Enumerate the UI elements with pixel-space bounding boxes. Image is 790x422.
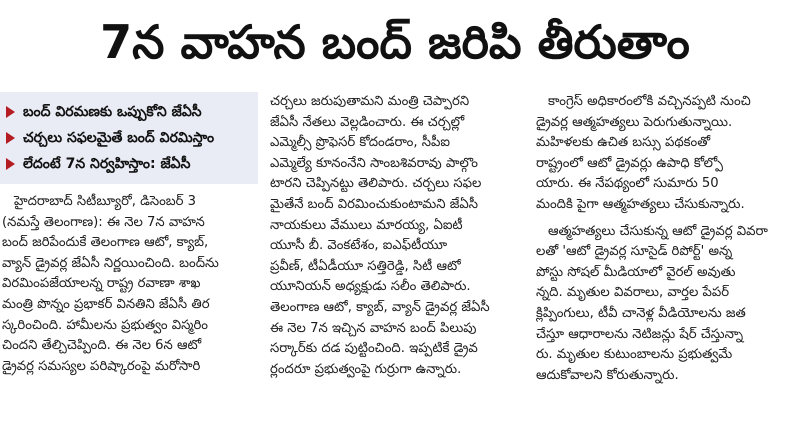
text-line: ఆదుకోవాలని కోరుతున్నారు. <box>536 367 679 383</box>
text-line: ఆత్మహత్యలు చేసుకున్న ఆటో డ్రైవర్ల వివరా <box>548 223 768 239</box>
text-line: యూసీ బీ. వెంకటేశం, ఐఎఫ్‌టీయూ <box>270 238 448 254</box>
text-line: చేస్తూ ఆధారాలను నెటిజన్లు షేర్ చేస్తున్నా <box>536 326 744 342</box>
headline: 7న వాహన బంద్ జరిపి తీరుతాం <box>100 15 690 69</box>
highlight-text: చర్చలు సఫలమైతే బంద్ విరమిస్తాం <box>23 129 215 146</box>
text-line: యారు. ఈ నేపథ్యంలో సుమారు 50 <box>536 176 719 192</box>
text-line: రు. మృతుల కుటుంబాలను ప్రభుత్వమే <box>536 347 733 363</box>
text-line: మంత్రి పొన్నం ప్రభాకర్ వినతిని జేఏసీ తిర <box>2 296 210 312</box>
article-column-1 <box>0 92 262 377</box>
text-line: ఎమ్మెల్సీ ప్రొఫెసర్ కోదండరాం, సీపీఐ <box>270 135 450 151</box>
triangle-bullet-icon <box>6 106 15 118</box>
text-line: రాష్ట్రంలో ఆటో డ్రైవర్లు ఉపాధి కోల్పో <box>536 155 723 171</box>
text-line: సర్కార్‌కు దడ పుట్టించింది. ఇప్పటికే డ్రైవ <box>270 341 478 357</box>
article-column-3 <box>536 92 790 386</box>
text-line: మహిళలకు ఉచిత బస్సు పథకంతో <box>536 135 711 151</box>
text-line: క్లిప్పింగులు, టీవీ చానెళ్ల వీడియోలను జత <box>536 305 746 321</box>
text-line: డ్రైవర్ల సమస్యల పరిష్కారంపై మరోసారి <box>2 358 201 374</box>
highlight-text: బంద్ విరమణకు ఒప్పుకోని జేఏసీ <box>23 103 202 120</box>
triangle-bullet-icon <box>6 158 15 170</box>
highlight-text: లేదంటే 7న నిర్వహిస్తాం: జేఏసీ <box>23 155 191 172</box>
highlights-box <box>0 92 258 184</box>
text-line: ప్రవీణ్, టీఏడీయూ సత్తిరెడ్డి, సిటీ ఆటో <box>270 258 461 274</box>
text-line: మందికి పైగా ఆత్మహత్యలు చేసుకున్నారు. <box>536 196 745 212</box>
text-line: టారని చెప్పినట్టు తెలిపారు. చర్చలు సఫల <box>270 176 482 192</box>
text-line: స్కరించింది. హామీలను ప్రభుత్వం విస్మరిం <box>2 317 208 333</box>
text-line: జేఏసీ నేతలు వెల్లడించారు. ఈ చర్చల్లో <box>270 114 465 130</box>
highlight-item <box>6 125 252 151</box>
text-line: బంద్ జరిపేందుకే తెలంగాణ ఆటో, క్యాబ్, <box>2 235 209 251</box>
text-line: ఎమ్మెల్యే కూనంనేని సాంబశివరావు పాల్గొం <box>270 155 478 171</box>
highlight-item <box>6 99 252 125</box>
text-line: వ్యాన్ డ్రైవర్ల జేఏసీ నిర్ణయించింది. బంద్‌ను <box>2 255 219 271</box>
highlight-item <box>6 151 252 177</box>
text-line: డ్రైవర్ల ఆత్మహత్యలు పెరుగుతున్నాయి. <box>536 114 733 130</box>
text-line: (నమస్తే తెలంగాణ): ఈ నెల 7న వాహన <box>2 214 205 230</box>
text-line: చిందని తేల్చిచెప్పింది. ఈ నెల 6న ఆటో <box>2 338 202 354</box>
text-line: ఈ నెల 7న ఇచ్చిన వాహన బంద్ పిలుపు <box>270 320 477 336</box>
text-line: లతో 'ఆటో డ్రైవర్ల సూసైడ్ రిపోర్ట్' అన్న <box>536 244 733 260</box>
triangle-bullet-icon <box>6 132 15 144</box>
text-line: ర్లందరూ ప్రభుత్వంపై గుర్రుగా ఉన్నారు. <box>270 361 462 377</box>
text-line: నాయకులు వేములు మారయ్య, ఏఐటీ <box>270 217 463 233</box>
text-line: విరమింపజేయాలన్న రాష్ట్ర రవాణా శాఖ <box>2 276 201 292</box>
text-line: చర్చలు జరుపుతామని మంత్రి చెప్పారని <box>270 94 470 109</box>
text-line: యూనియన్ అధ్యక్షుడు సలీం తెలిపారు. <box>270 279 471 295</box>
text-line: పోస్టు సోషల్ మీడియాలో వైరల్ అవుతు <box>536 264 736 280</box>
column-1-text <box>0 192 262 377</box>
text-line: హైదరాబాద్ సిటీబ్యూరో, డిసెంబర్ 3 <box>14 194 197 209</box>
text-line: కాంగ్రెస్ అధికారంలోకి వచ్చినప్పటి నుంచి <box>548 94 751 109</box>
article-column-2 <box>270 92 528 380</box>
text-line: న్నది. మృతుల వివరాలు, వార్తల పేపర్ <box>536 285 730 301</box>
text-line: మైతేనే బంద్ విరమించుకుంటామని జేఏసీ <box>270 196 478 212</box>
text-line: తెలంగాణ ఆటో, క్యాబ్, వ్యాన్ డ్రైవర్ల జేఏసీ <box>270 299 490 315</box>
